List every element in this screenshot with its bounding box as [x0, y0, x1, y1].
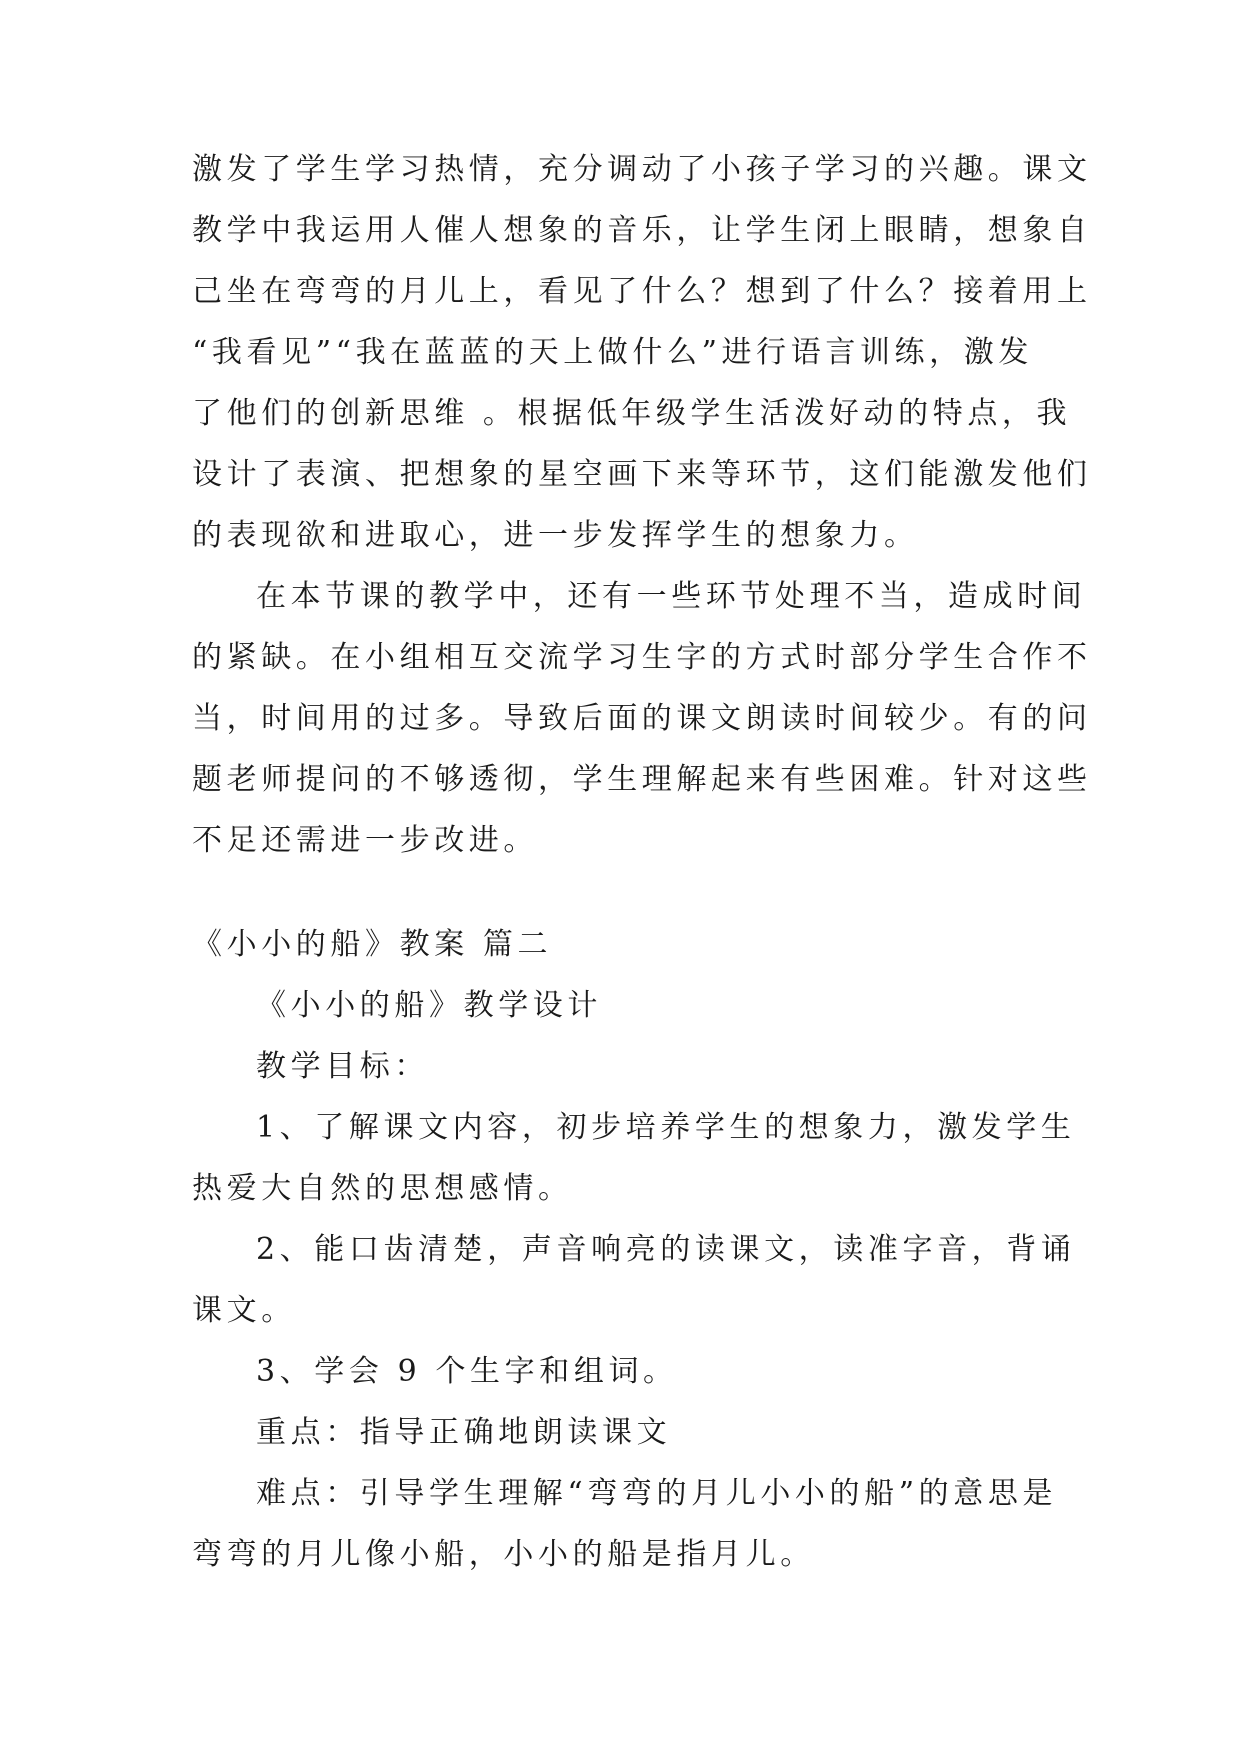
paragraph-2-line-1: 在本节课的教学中，还有一些环节处理不当，造成时间 [256, 579, 1087, 614]
key-point: 重点：指导正确地朗读课文 [256, 1415, 672, 1450]
paragraph-1-line-1: 激发了学生学习热情，充分调动了小孩子学习的兴趣。课文 [192, 152, 1092, 187]
difficulty-line-1: 难点：引导学生理解“弯弯的月儿小小的船”的意思是 [256, 1476, 1058, 1511]
design-title: 《小小的船》教学设计 [256, 988, 602, 1023]
paragraph-1-line-5: 了他们的创新思维 。根据低年级学生活泼好动的特点，我 [192, 396, 1072, 431]
objective-2-line-1: 2、能口齿清楚，声音响亮的读课文，读准字音，背诵 [256, 1232, 1076, 1267]
objectives-label: 教学目标： [256, 1049, 429, 1084]
objective-2-line-2: 课文。 [192, 1293, 296, 1328]
paragraph-1-line-3: 己坐在弯弯的月儿上，看见了什么？想到了什么？接着用上 [192, 274, 1092, 309]
difficulty-line-2: 弯弯的月儿像小船，小小的船是指月儿。 [192, 1537, 815, 1572]
paragraph-2-line-5: 不足还需进一步改进。 [192, 823, 538, 858]
objective-1-line-2: 热爱大自然的思想感情。 [192, 1171, 573, 1206]
paragraph-1-line-2: 教学中我运用人催人想象的音乐，让学生闭上眼睛，想象自 [192, 213, 1092, 248]
paragraph-1-line-7: 的表现欲和进取心，进一步发挥学生的想象力。 [192, 518, 919, 553]
paragraph-1-line-4: “我看见”“我在蓝蓝的天上做什么”进行语言训练，激发 [192, 335, 1033, 370]
paragraph-2-line-4: 题老师提问的不够透彻，学生理解起来有些困难。针对这些 [192, 762, 1092, 797]
paragraph-2-line-3: 当，时间用的过多。导致后面的课文朗读时间较少。有的问 [192, 701, 1092, 736]
objective-3: 3、学会 9 个生字和组词。 [256, 1354, 678, 1389]
paragraph-1-line-6: 设计了表演、把想象的星空画下来等环节，这们能激发他们 [192, 457, 1092, 492]
section-heading: 《小小的船》教案 篇二 [192, 927, 553, 962]
objective-1-line-1: 1、了解课文内容，初步培养学生的想象力，激发学生 [256, 1110, 1076, 1145]
paragraph-2-line-2: 的紧缺。在小组相互交流学习生字的方式时部分学生合作不 [192, 640, 1092, 675]
